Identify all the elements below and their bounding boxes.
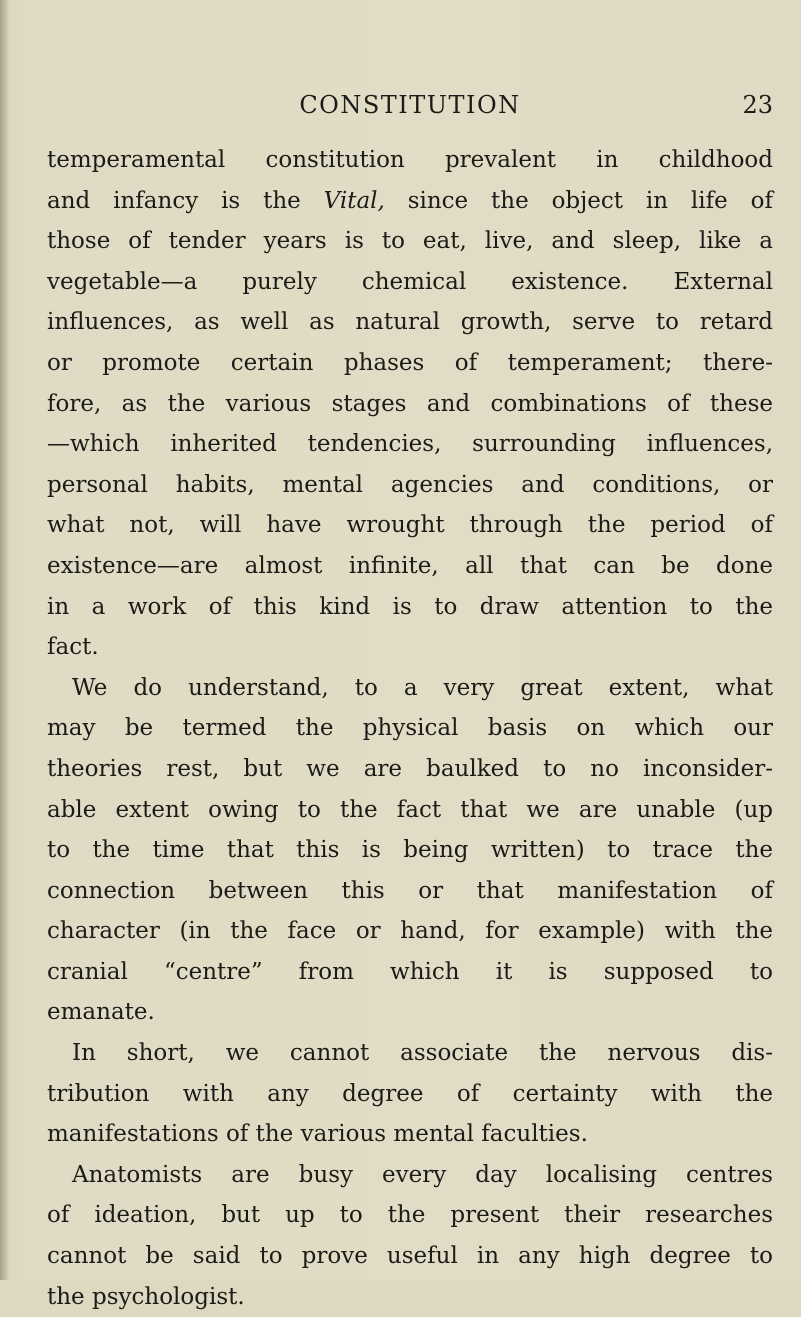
text-line: character (in the face or hand, for example) with the [47, 918, 773, 945]
text-line: tribution with any degree of certainty with the [47, 1080, 773, 1107]
text-line: of ideation, but up to the present their researches [47, 1202, 773, 1229]
text-line: those of tender years is to eat, live, and sleep, like a [47, 228, 773, 255]
text-line: connection between this or that manifestation of [47, 877, 773, 904]
text-line: emanate. [47, 999, 155, 1026]
body-text [47, 140, 773, 1317]
text-line [47, 181, 773, 222]
text-line: cannot be said to prove useful in any high degree to [47, 1243, 773, 1270]
text-line: vegetable—a purely chemical existence. External [47, 268, 773, 295]
text-line: able extent owing to the fact that we are unable (up [47, 796, 773, 823]
text-line: theories rest, but we are baulked to no inconsider- [47, 755, 773, 782]
text-line: We do understand, to a very great extent, what [72, 674, 773, 701]
running-head [47, 88, 773, 122]
spine-shadow [0, 0, 10, 1280]
running-title: CONSTITUTION [299, 91, 521, 119]
text-line: existence—are almost infinite, all that can be done [47, 552, 773, 579]
text-segment: and infancy is the [47, 187, 324, 214]
text-line: personal habits, mental agencies and conditions, or [47, 471, 773, 498]
italic-word: Vital, [323, 187, 385, 214]
text-line: Anatomists are busy every day localising centres [72, 1161, 773, 1188]
text-line: fact. [47, 634, 99, 661]
text-line: to the time that this is being written) to trace the [47, 837, 773, 864]
text-line: fore, as the various stages and combinations of these [47, 390, 773, 417]
text-line: in a work of this kind is to draw attention to the [47, 593, 773, 620]
text-line: temperamental constitution prevalent in childhood [47, 147, 773, 173]
text-line: may be termed the physical basis on which our [47, 715, 773, 742]
text-line: or promote certain phases of temperament; there- [47, 349, 773, 376]
text-line: what not, will have wrought through the period of [47, 512, 773, 539]
page-number: 23 [742, 91, 773, 119]
text-segment: since the object in life of [384, 187, 773, 214]
text-line: In short, we cannot associate the nervous dis- [72, 1040, 773, 1067]
text-line: influences, as well as natural growth, serve to retard [47, 309, 773, 336]
text-line: —which inherited tendencies, surrounding influences, [47, 431, 773, 458]
text-line: manifestations of the various mental faculties. [47, 1121, 588, 1148]
text-line: cranial “centre” from which it is supposed to [47, 958, 773, 985]
text-line: the psychologist. [47, 1283, 245, 1310]
